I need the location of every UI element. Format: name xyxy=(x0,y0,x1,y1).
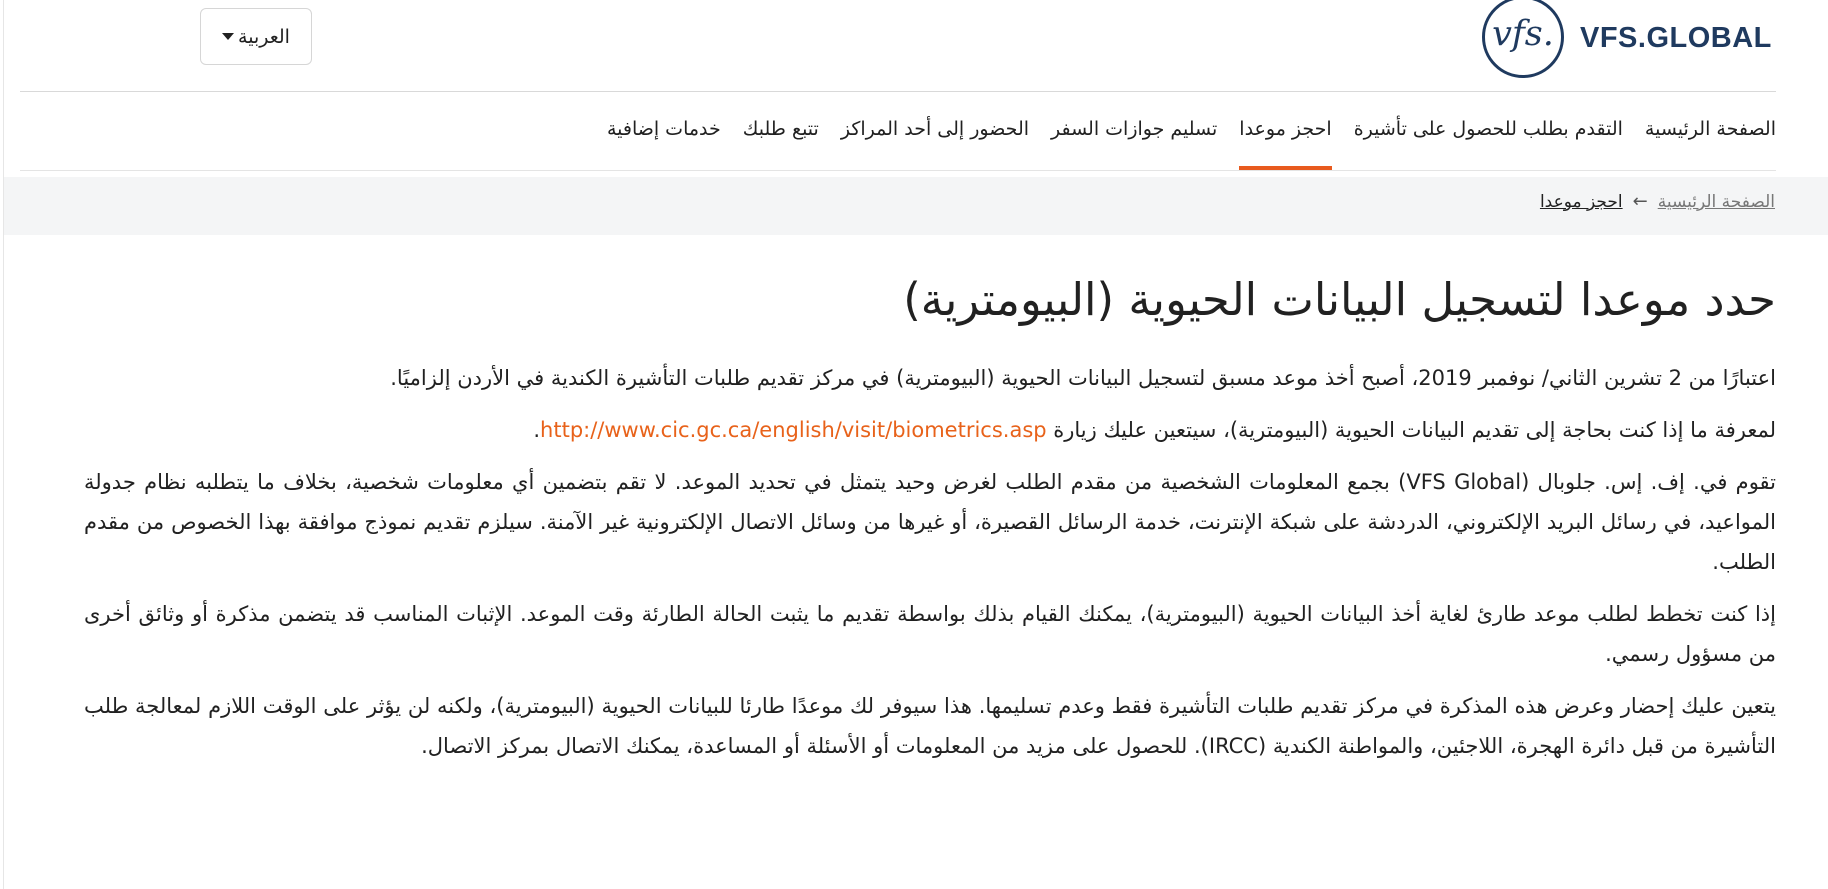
main-navigation xyxy=(20,92,1776,171)
nav-item-home[interactable]: الصفحة الرئيسية xyxy=(1644,118,1776,140)
language-selector[interactable] xyxy=(200,8,312,65)
paragraph-biometrics-mandatory: اعتبارًا من 2 تشرين الثاني/ نوفمبر 2019، أصبح أخذ موعد مسبق لتسجيل البيانات الحيوية (البيومترية) في مركز تقديم طلبات التأشيرة الكندية في الأردن إلزاميًا. xyxy=(390,366,1776,390)
vfs-global-logo[interactable] xyxy=(1482,0,1772,84)
breadcrumb xyxy=(1540,191,1775,212)
nav-item-book-appointment[interactable]: احجز موعدا xyxy=(1239,92,1331,170)
nav-item-passport-delivery[interactable]: تسليم جوازات السفر xyxy=(1051,118,1218,140)
nav-item-visit-centre[interactable]: الحضور إلى أحد المراكز xyxy=(840,118,1030,140)
breadcrumb-bar xyxy=(4,177,1828,235)
biometrics-info-link[interactable]: http://www.cic.gc.ca/english/visit/biometrics.asp xyxy=(540,418,1047,442)
paragraph-emergency-letter: يتعين عليك إحضار وعرض هذه المذكرة في مركز تقديم طلبات التأشيرة فقط وعدم تسليمها. هذا سيوفر لك موعدًا طارئا للبيانات الحيوية (البيومترية)، ولكنه لن يؤثر على الوقت اللازم لمعالجة طلب التأشيرة من قبل دائرة الهجرة، اللاجئين، والمواطنة الكندية (IRCC). للحصول على مزيد من المعلومات أو الأسئلة أو المساعدة، يمكنك الاتصال بمركز الاتصال. xyxy=(84,694,1776,758)
logo-wordmark: VFS.GLOBAL xyxy=(1580,22,1772,54)
page-title: حدد موعدا لتسجيل البيانات الحيوية (البيومترية) xyxy=(903,273,1776,326)
paragraph-privacy-notice: تقوم في. إف. إس. جلوبال (VFS Global) بجمع المعلومات الشخصية من مقدم الطلب لغرض وحيد يتمثل في تحديد الموعد. لا تقم بتضمين أي معلومات شخصية، بخلاف ما يتطلبه نظام جدولة المواعيد، في رسائل البريد الإلكتروني، الدردشة على شبكة الإنترنت، خدمة الرسائل القصيرة، أو غيرها من وسائل الاتصال الإلكترونية غير الآمنة. سيلزم تقديم نموذج موافقة بهذا الخصوص من مقدم الطلب. xyxy=(84,470,1777,574)
logo-mark: vfs. xyxy=(1492,14,1554,54)
paragraph-biometrics-check xyxy=(84,410,1776,450)
paragraph-end-period: . xyxy=(533,418,541,442)
page-edge-divider xyxy=(3,0,4,889)
language-label: العربية xyxy=(238,25,290,48)
nav-item-apply-for-visa[interactable]: التقدم بطلب للحصول على تأشيرة xyxy=(1353,118,1623,140)
caret-down-icon xyxy=(222,33,234,40)
breadcrumb-current-link[interactable]: احجز موعدا xyxy=(1539,191,1623,212)
nav-item-track-application[interactable]: تتبع طلبك xyxy=(742,118,819,140)
breadcrumb-home-link[interactable]: الصفحة الرئيسية xyxy=(1657,191,1775,212)
main-content xyxy=(84,262,1776,766)
arrow-left-icon: ← xyxy=(1632,191,1648,212)
nav-item-additional-services[interactable]: خدمات إضافية xyxy=(606,118,721,140)
paragraph-emergency-appointment: إذا كنت تخطط لطلب موعد طارئ لغاية أخذ البيانات الحيوية (البيومترية)، يمكنك القيام بذلك بواسطة تقديم ما يثبت الحالة الطارئة وقت الموعد. الإثبات المناسب قد يتضمن مذكرة أو وثائق أخرى من مسؤول رسمي. xyxy=(84,602,1776,666)
site-header xyxy=(20,0,1776,92)
nav-list xyxy=(607,92,1776,170)
paragraph-biometrics-check-text: لمعرفة ما إذا كنت بحاجة إلى تقديم البيانات الحيوية (البيومترية)، سيتعين عليك زيارة xyxy=(1046,418,1776,442)
